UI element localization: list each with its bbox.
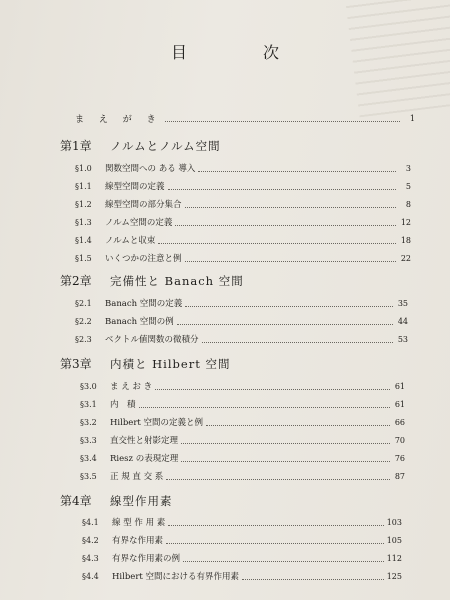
section-number: §1.0 xyxy=(75,163,92,173)
leader-dots xyxy=(185,261,396,262)
section-page: 8 xyxy=(405,199,411,209)
section-number: §3.2 xyxy=(80,417,97,427)
section-page: 76 xyxy=(394,453,405,463)
section-title: Banach 空間の定義 xyxy=(105,299,183,309)
toc-entry xyxy=(82,552,402,564)
toc-entry xyxy=(75,198,411,210)
chapter-title: 線型作用素 xyxy=(110,494,173,508)
section-number: §1.5 xyxy=(75,253,92,263)
section-page: 22 xyxy=(400,253,411,263)
toc-entry xyxy=(75,162,411,174)
section-number: §4.4 xyxy=(82,571,99,581)
chapter-heading xyxy=(60,492,173,509)
toc-entry xyxy=(82,534,402,546)
section-page: 53 xyxy=(397,334,408,344)
section-number: §1.1 xyxy=(75,181,92,191)
preface-label: ま え が き xyxy=(75,115,162,125)
toc-entry xyxy=(75,297,408,309)
section-title: 関数空間への ある 導入 xyxy=(105,164,196,174)
section-number: §1.3 xyxy=(75,217,92,227)
section-title: 有界な作用素の例 xyxy=(112,554,181,564)
chapter-number: 第3章 xyxy=(60,357,92,371)
chapter-number: 第1章 xyxy=(60,139,92,153)
leader-dots xyxy=(202,342,393,343)
section-page: 44 xyxy=(397,316,408,326)
page-title: 目 次 xyxy=(170,43,309,62)
section-page: 61 xyxy=(394,381,405,391)
section-title: 線型空間の部分集合 xyxy=(105,200,182,210)
chapter-title: 完備性と Banach 空間 xyxy=(110,274,244,288)
section-number: §3.3 xyxy=(80,435,97,445)
section-title: ノルム空間の定義 xyxy=(105,218,173,228)
leader-dots xyxy=(166,543,384,544)
toc-entry xyxy=(80,452,405,464)
section-number: §3.5 xyxy=(80,471,97,481)
section-page: 5 xyxy=(405,181,411,191)
section-title: Hilbert 空間の定義と例 xyxy=(110,418,204,428)
leader-dots xyxy=(168,189,396,190)
section-number: §3.4 xyxy=(80,453,97,463)
leader-dots xyxy=(139,407,390,408)
leader-dots xyxy=(198,171,396,172)
leader-dots xyxy=(165,121,400,122)
toc-entry xyxy=(80,380,405,392)
section-page: 125 xyxy=(386,571,402,581)
section-title: 直交性と射影定理 xyxy=(110,436,179,446)
section-page: 3 xyxy=(405,163,411,173)
section-title: 有界な作用素 xyxy=(112,536,164,546)
section-page: 105 xyxy=(386,535,402,545)
toc-entry xyxy=(82,570,402,582)
section-title: いくつかの注意と例 xyxy=(105,254,182,264)
leader-dots xyxy=(181,443,390,444)
toc-entry xyxy=(80,470,405,482)
section-title: ノルムと収束 xyxy=(105,236,156,246)
section-title: 線型空間の定義 xyxy=(105,182,165,192)
leader-dots xyxy=(155,389,390,390)
leader-dots xyxy=(181,461,390,462)
section-page: 35 xyxy=(397,298,408,308)
toc-entry xyxy=(82,516,402,528)
leader-dots xyxy=(177,324,393,325)
leader-dots xyxy=(168,525,383,526)
chapter-title: 内積と Hilbert 空間 xyxy=(110,357,231,371)
toc-entry xyxy=(75,315,408,327)
leader-dots xyxy=(166,479,390,480)
chapter-heading xyxy=(60,137,221,154)
chapter-heading xyxy=(60,272,244,289)
chapter-number: 第4章 xyxy=(60,494,92,508)
section-page: 66 xyxy=(394,417,405,427)
section-title: Hilbert 空間における有界作用素 xyxy=(112,572,240,582)
section-number: §4.3 xyxy=(82,553,99,563)
leader-dots xyxy=(158,243,396,244)
section-number: §2.3 xyxy=(75,334,92,344)
leader-dots xyxy=(185,306,393,307)
section-number: §4.2 xyxy=(82,535,99,545)
leader-dots xyxy=(242,579,384,580)
section-page: 12 xyxy=(400,217,411,227)
section-number: §3.0 xyxy=(80,381,97,391)
section-number: §2.2 xyxy=(75,316,92,326)
leader-dots xyxy=(206,425,390,426)
section-page: 87 xyxy=(394,471,405,481)
preface-page: 1 xyxy=(409,114,415,123)
section-page: 18 xyxy=(400,235,411,245)
toc-entry xyxy=(75,216,411,228)
toc-entry xyxy=(80,398,405,410)
toc-entry xyxy=(75,252,411,264)
section-page: 103 xyxy=(386,517,402,527)
section-page: 61 xyxy=(394,399,405,409)
section-number: §2.1 xyxy=(75,298,92,308)
section-title: 正 規 直 交 系 xyxy=(110,472,164,482)
section-page: 70 xyxy=(394,435,405,445)
toc-entry xyxy=(75,234,411,246)
section-title: ベクトル値関数の微積分 xyxy=(105,335,199,345)
section-title: Banach 空間の例 xyxy=(105,317,174,327)
section-title: Riesz の表現定理 xyxy=(110,454,179,464)
section-number: §1.2 xyxy=(75,199,92,209)
chapter-heading xyxy=(60,355,230,372)
leader-dots xyxy=(185,207,396,208)
section-title: 内 積 xyxy=(110,400,136,410)
section-title: ま え お き xyxy=(110,382,153,392)
leader-dots xyxy=(175,225,396,226)
toc-entry xyxy=(75,180,411,192)
section-number: §4.1 xyxy=(82,517,99,527)
chapter-number: 第2章 xyxy=(60,274,92,288)
preface-entry xyxy=(75,112,415,125)
toc-entry xyxy=(80,416,405,428)
section-title: 線 型 作 用 素 xyxy=(112,518,166,528)
section-number: §1.4 xyxy=(75,235,92,245)
section-page: 112 xyxy=(386,553,402,563)
toc-entry xyxy=(80,434,405,446)
section-number: §3.1 xyxy=(80,399,97,409)
chapter-title: ノルムとノルム空間 xyxy=(110,139,221,153)
leader-dots xyxy=(183,561,384,562)
toc-entry xyxy=(75,333,408,345)
